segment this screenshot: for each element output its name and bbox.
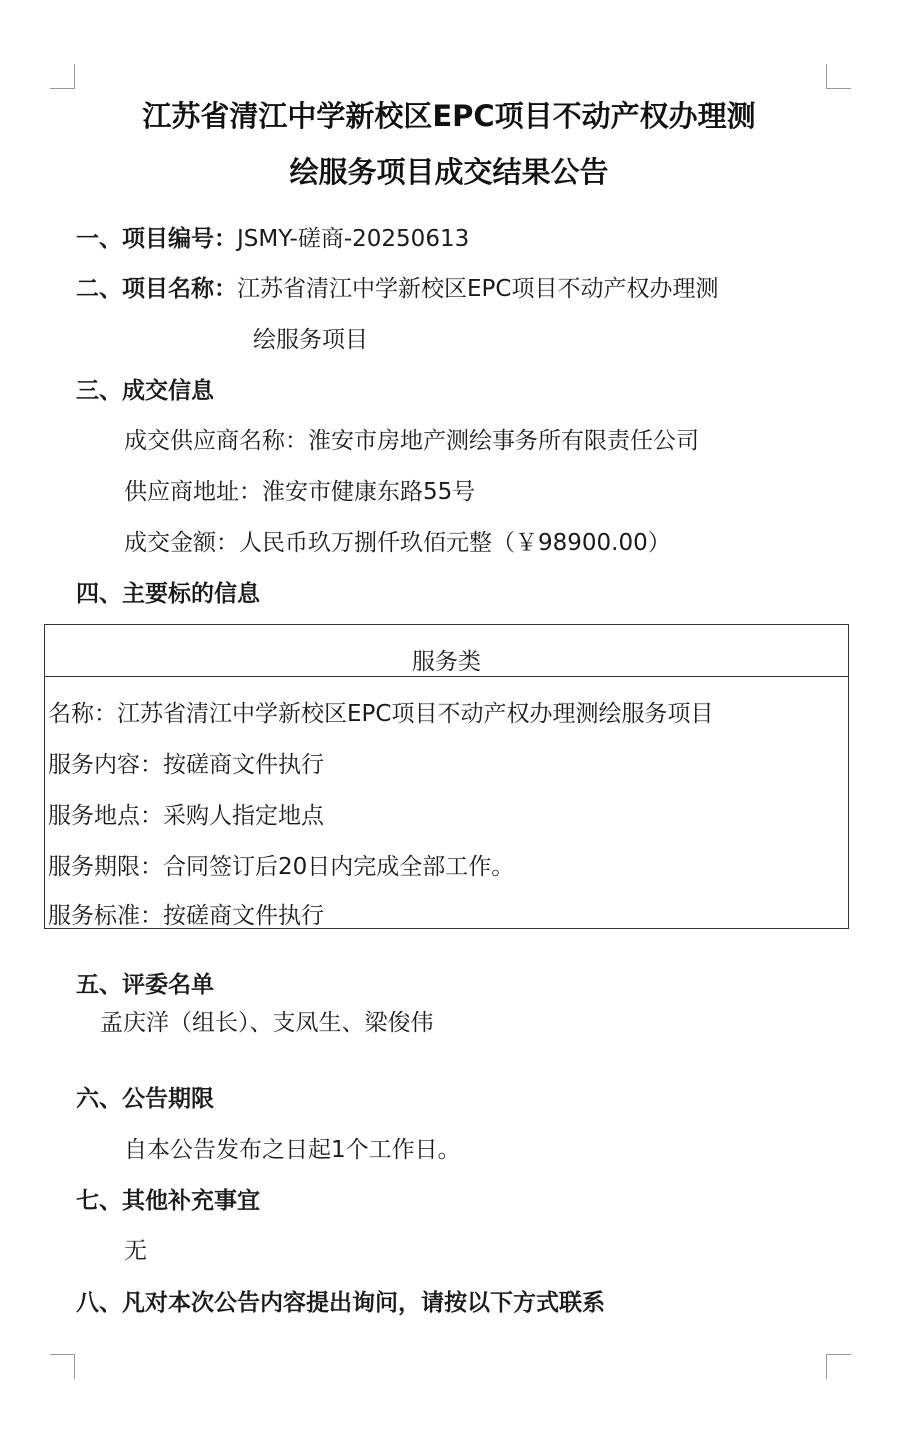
- project-name-value: 江苏省清江中学新校区EPC项目不动产权办理测: [237, 276, 719, 302]
- section-heading-deal-info: 三、成交信息: [76, 378, 214, 404]
- subject-info-table: [44, 624, 849, 929]
- project-name-value-line-2: 绘服务项目: [253, 327, 368, 353]
- project-number-value: JSMY-磋商-20250613: [237, 226, 470, 252]
- section-heading: 一、项目编号：: [76, 226, 237, 252]
- supplier-address: 供应商地址：淮安市健康东路55号: [124, 479, 476, 505]
- document-title-line-1: 江苏省清江中学新校区EPC项目不动产权办理测: [142, 99, 756, 133]
- section-project-number: [76, 224, 469, 254]
- deal-amount: 成交金额：人民币玖万捌仟玖佰元整（￥98900.00）: [124, 530, 671, 556]
- table-row: 服务期限：合同签订后20日内完成全部工作。: [48, 854, 515, 880]
- page-corner-mark-top-left: [50, 64, 75, 89]
- review-committee-members: 孟庆洋（组长）、支凤生、梁俊伟: [100, 1010, 434, 1036]
- page-corner-mark-top-right: [826, 64, 851, 89]
- table-row: 名称：江苏省清江中学新校区EPC项目不动产权办理测绘服务项目: [48, 701, 714, 727]
- notice-period-value: 自本公告发布之日起1个工作日。: [124, 1137, 461, 1163]
- supplier-name: 成交供应商名称：淮安市房地产测绘事务所有限责任公司: [124, 428, 699, 454]
- section-project-name: [76, 274, 718, 304]
- other-matters-value: 无: [124, 1238, 147, 1264]
- table-row: 服务地点：采购人指定地点: [48, 803, 324, 829]
- section-heading-review-committee: 五、评委名单: [76, 972, 214, 998]
- section-heading-contact: 八、凡对本次公告内容提出询问，请按以下方式联系: [76, 1290, 605, 1316]
- section-heading-main-subject: 四、主要标的信息: [76, 581, 260, 607]
- table-row: 服务内容：按磋商文件执行: [48, 752, 324, 778]
- section-heading-notice-period: 六、公告期限: [76, 1086, 214, 1112]
- section-heading: 二、项目名称：: [76, 276, 237, 302]
- section-heading-other-matters: 七、其他补充事宜: [76, 1188, 260, 1214]
- page-corner-mark-bottom-right: [826, 1354, 851, 1379]
- page-corner-mark-bottom-left: [50, 1354, 75, 1379]
- table-header: 服务类: [45, 625, 848, 677]
- table-row: 服务标准：按磋商文件执行: [48, 903, 324, 929]
- document-title-line-2: 绘服务项目成交结果公告: [289, 155, 609, 189]
